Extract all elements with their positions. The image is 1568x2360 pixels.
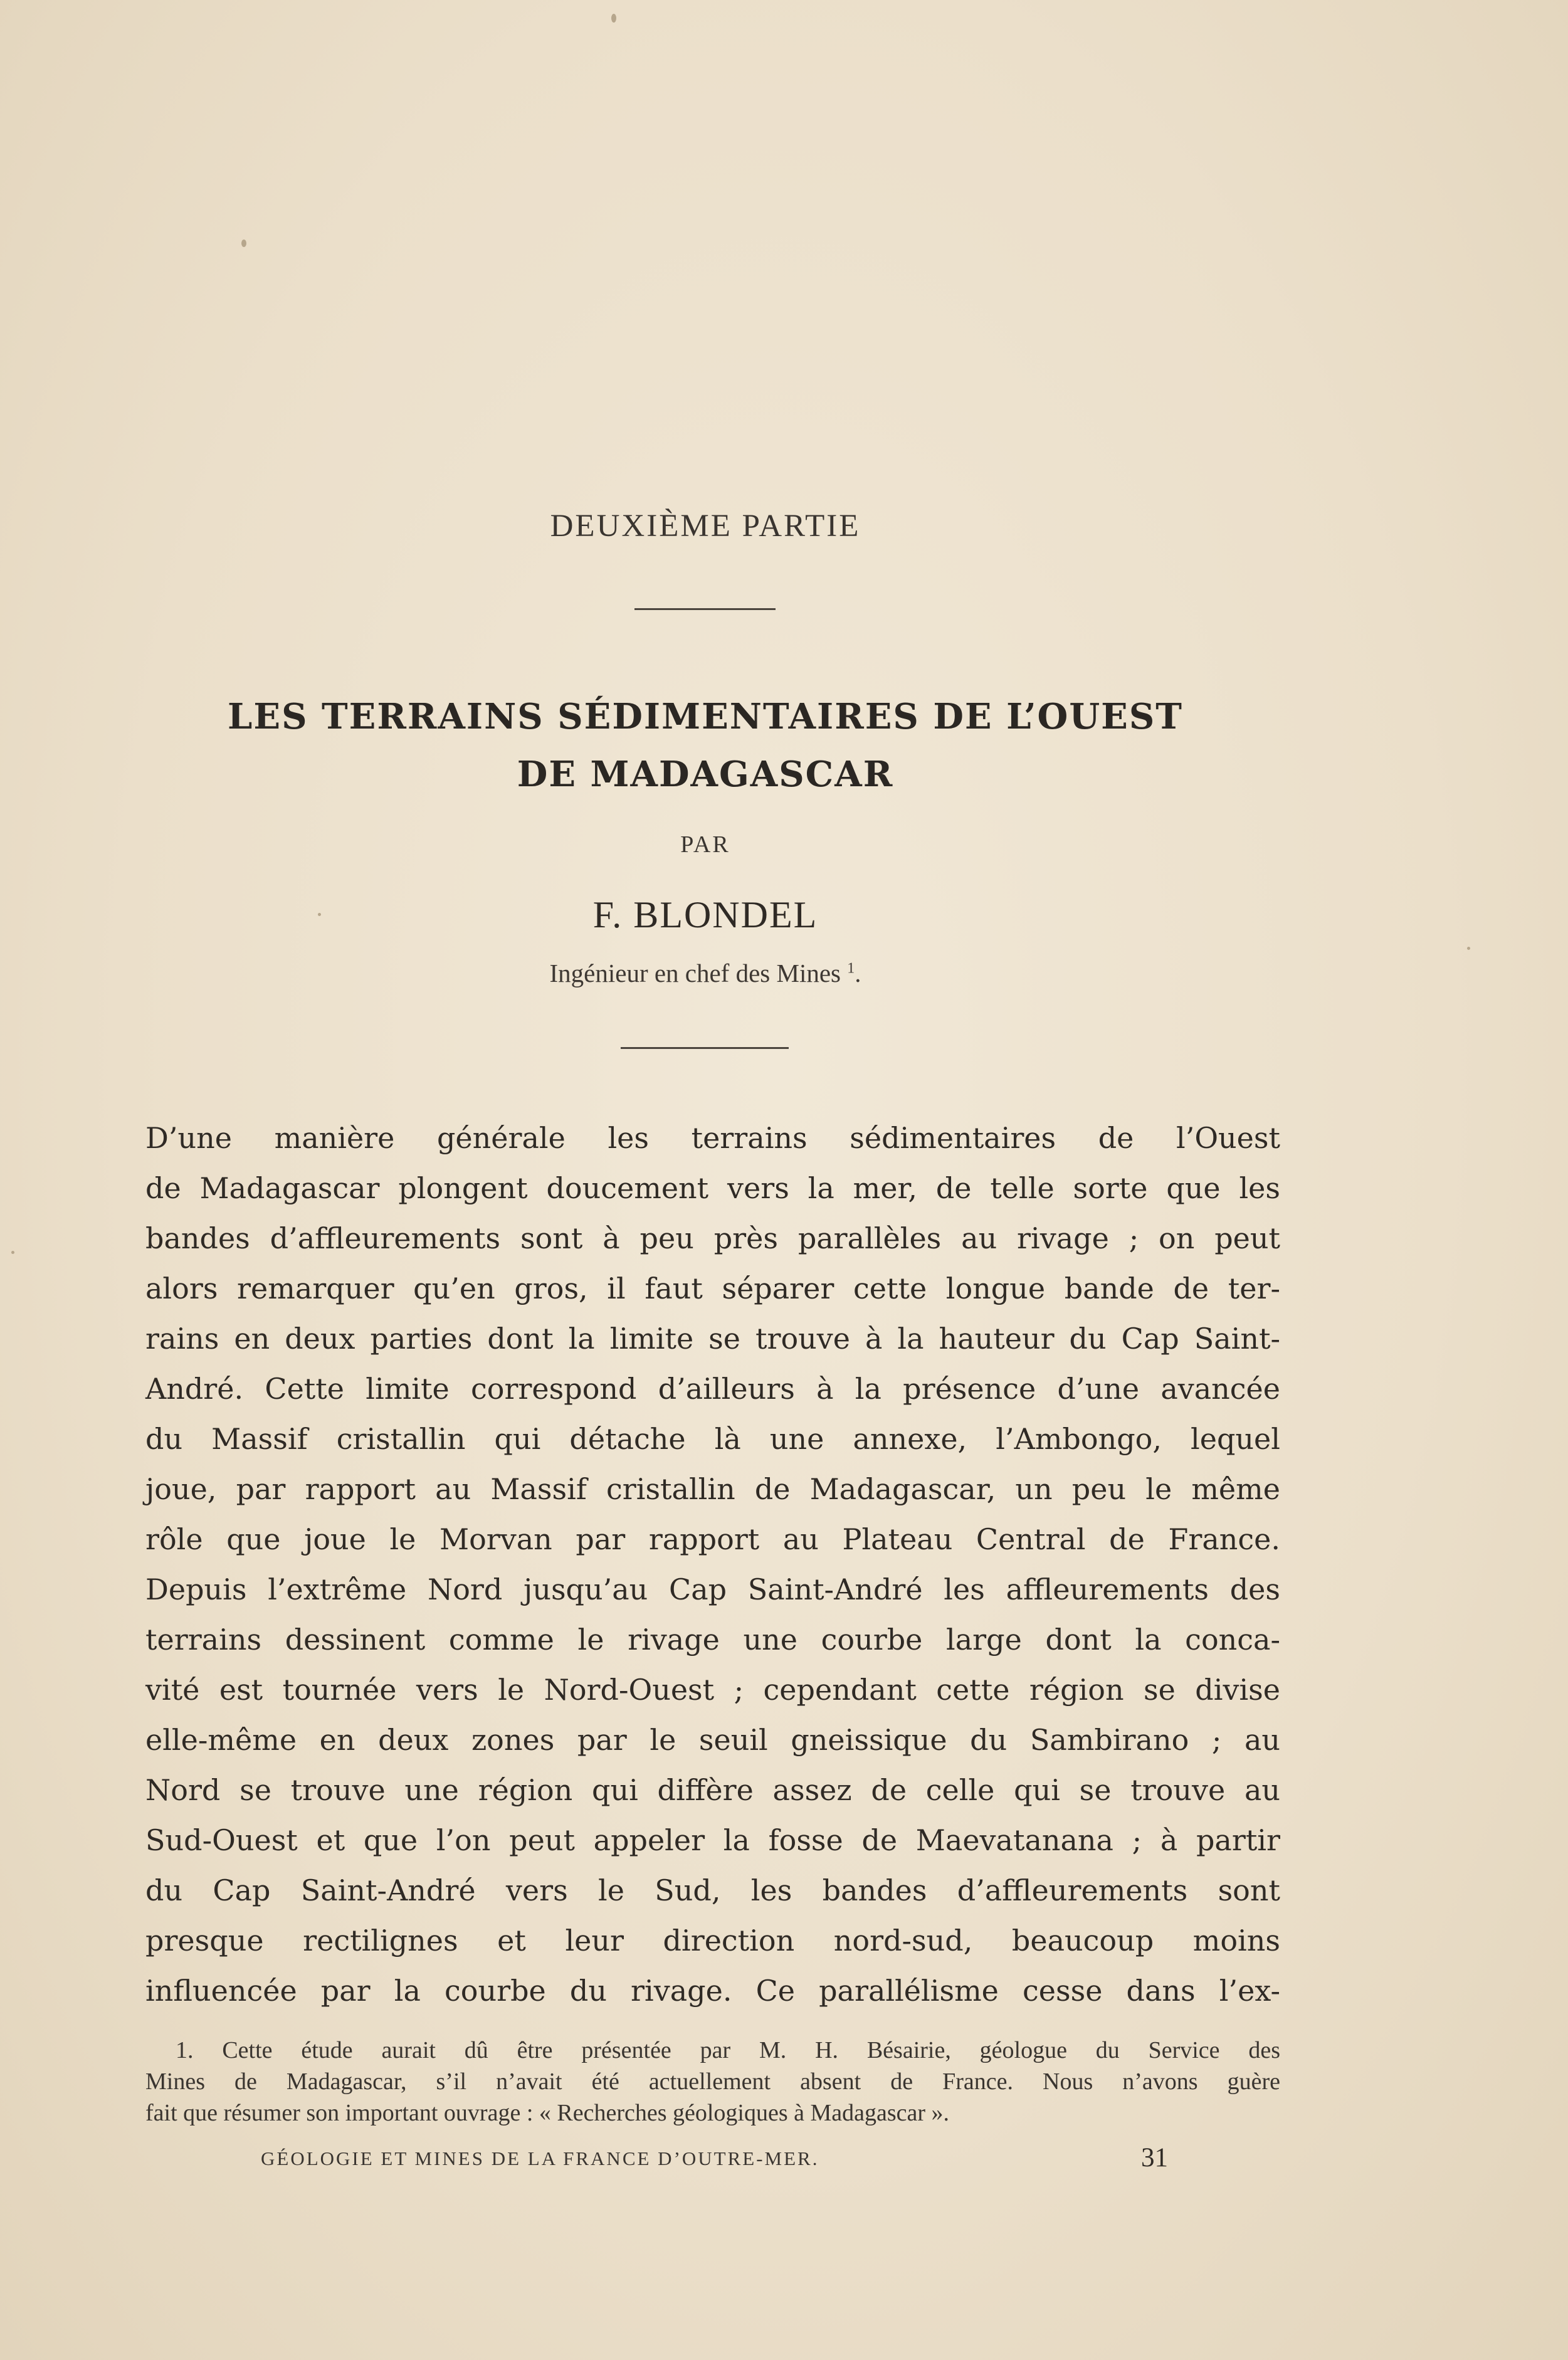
page-number: 31 <box>1141 2143 1168 2173</box>
author-rule <box>621 1047 789 1049</box>
body-line: vité est tournée vers le Nord-Ouest ; cependant cette région se divise <box>145 1673 1280 1707</box>
footnote-line: 1. Cette étude aurait dû être présentée par M. H. Bésairie, géologue du Service des <box>176 2037 1280 2063</box>
paper-speck <box>1467 947 1470 950</box>
body-line: de Madagascar plongent doucement vers la mer, de telle sorte que les <box>145 1171 1280 1205</box>
footnote <box>145 2035 1280 2129</box>
body-line: presque rectilignes et leur direction nord-sud, beaucoup moins <box>145 1924 1280 1957</box>
author-role-text: Ingénieur en chef des Mines <box>549 959 841 988</box>
part-heading: DEUXIÈME PARTIE <box>550 508 861 544</box>
author-role <box>0 958 1411 988</box>
body-line: bandes d’affleurements sont à peu près parallèles au rivage ; on peut <box>145 1221 1280 1255</box>
article-title-line-2: DE MADAGASCAR <box>517 754 894 795</box>
body-line: Sud-Ouest et que l’on peut appeler la fosse de Maevatanana ; à partir <box>145 1823 1280 1857</box>
body-line: du Massif cristallin qui détache là une annexe, l’Ambongo, lequel <box>145 1422 1280 1456</box>
body-line: Nord se trouve une région qui diffère assez de celle qui se trouve au <box>145 1773 1280 1807</box>
body-line: influencée par la courbe du rivage. Ce parallélisme cesse dans l’ex- <box>145 1974 1280 2008</box>
body-line: alors remarquer qu’en gros, il faut séparer cette longue bande de ter- <box>145 1272 1280 1305</box>
body-line: terrains dessinent comme le rivage une courbe large dont la conca- <box>145 1623 1280 1657</box>
paper-speck <box>241 240 246 247</box>
by-label: PAR <box>680 831 730 858</box>
body-line: D’une manière générale les terrains sédimentaires de l’Ouest <box>145 1121 1280 1155</box>
paper-speck <box>11 1251 14 1254</box>
paper-speck <box>611 14 616 23</box>
article-title-line-1: LES TERRAINS SÉDIMENTAIRES DE L’OUEST <box>228 696 1183 737</box>
footnote-marker[interactable]: 1 <box>847 960 855 977</box>
body-line: rôle que joue le Morvan par rapport au Plateau Central de France. <box>145 1522 1280 1556</box>
body-paragraph <box>145 1113 1280 2016</box>
running-footer: GÉOLOGIE ET MINES DE LA FRANCE D’OUTRE-MER. <box>261 2147 819 2169</box>
body-line: elle-même en deux zones par le seuil gneissique du Sambirano ; au <box>145 1723 1280 1757</box>
author-name: F. BLONDEL <box>592 894 818 935</box>
body-line: joue, par rapport au Massif cristallin de Madagascar, un peu le même <box>145 1472 1280 1506</box>
author-role-suffix: . <box>855 959 861 988</box>
body-line: rains en deux parties dont la limite se trouve à la hauteur du Cap Saint- <box>145 1322 1280 1356</box>
body-line: André. Cette limite correspond d’ailleurs à la présence d’une avancée <box>145 1372 1280 1406</box>
body-line: Depuis l’extrême Nord jusqu’au Cap Saint-André les affleurements des <box>145 1572 1280 1606</box>
body-line: du Cap Saint-André vers le Sud, les bandes d’affleurements sont <box>145 1873 1280 1907</box>
footnote-line: fait que résumer son important ouvrage : « Recherches géologiques à Madagascar ». <box>145 2100 950 2126</box>
heading-rule <box>634 608 776 610</box>
footnote-line: Mines de Madagascar, s’il n’avait été actuellement absent de France. Nous n’avons guère <box>145 2068 1280 2095</box>
